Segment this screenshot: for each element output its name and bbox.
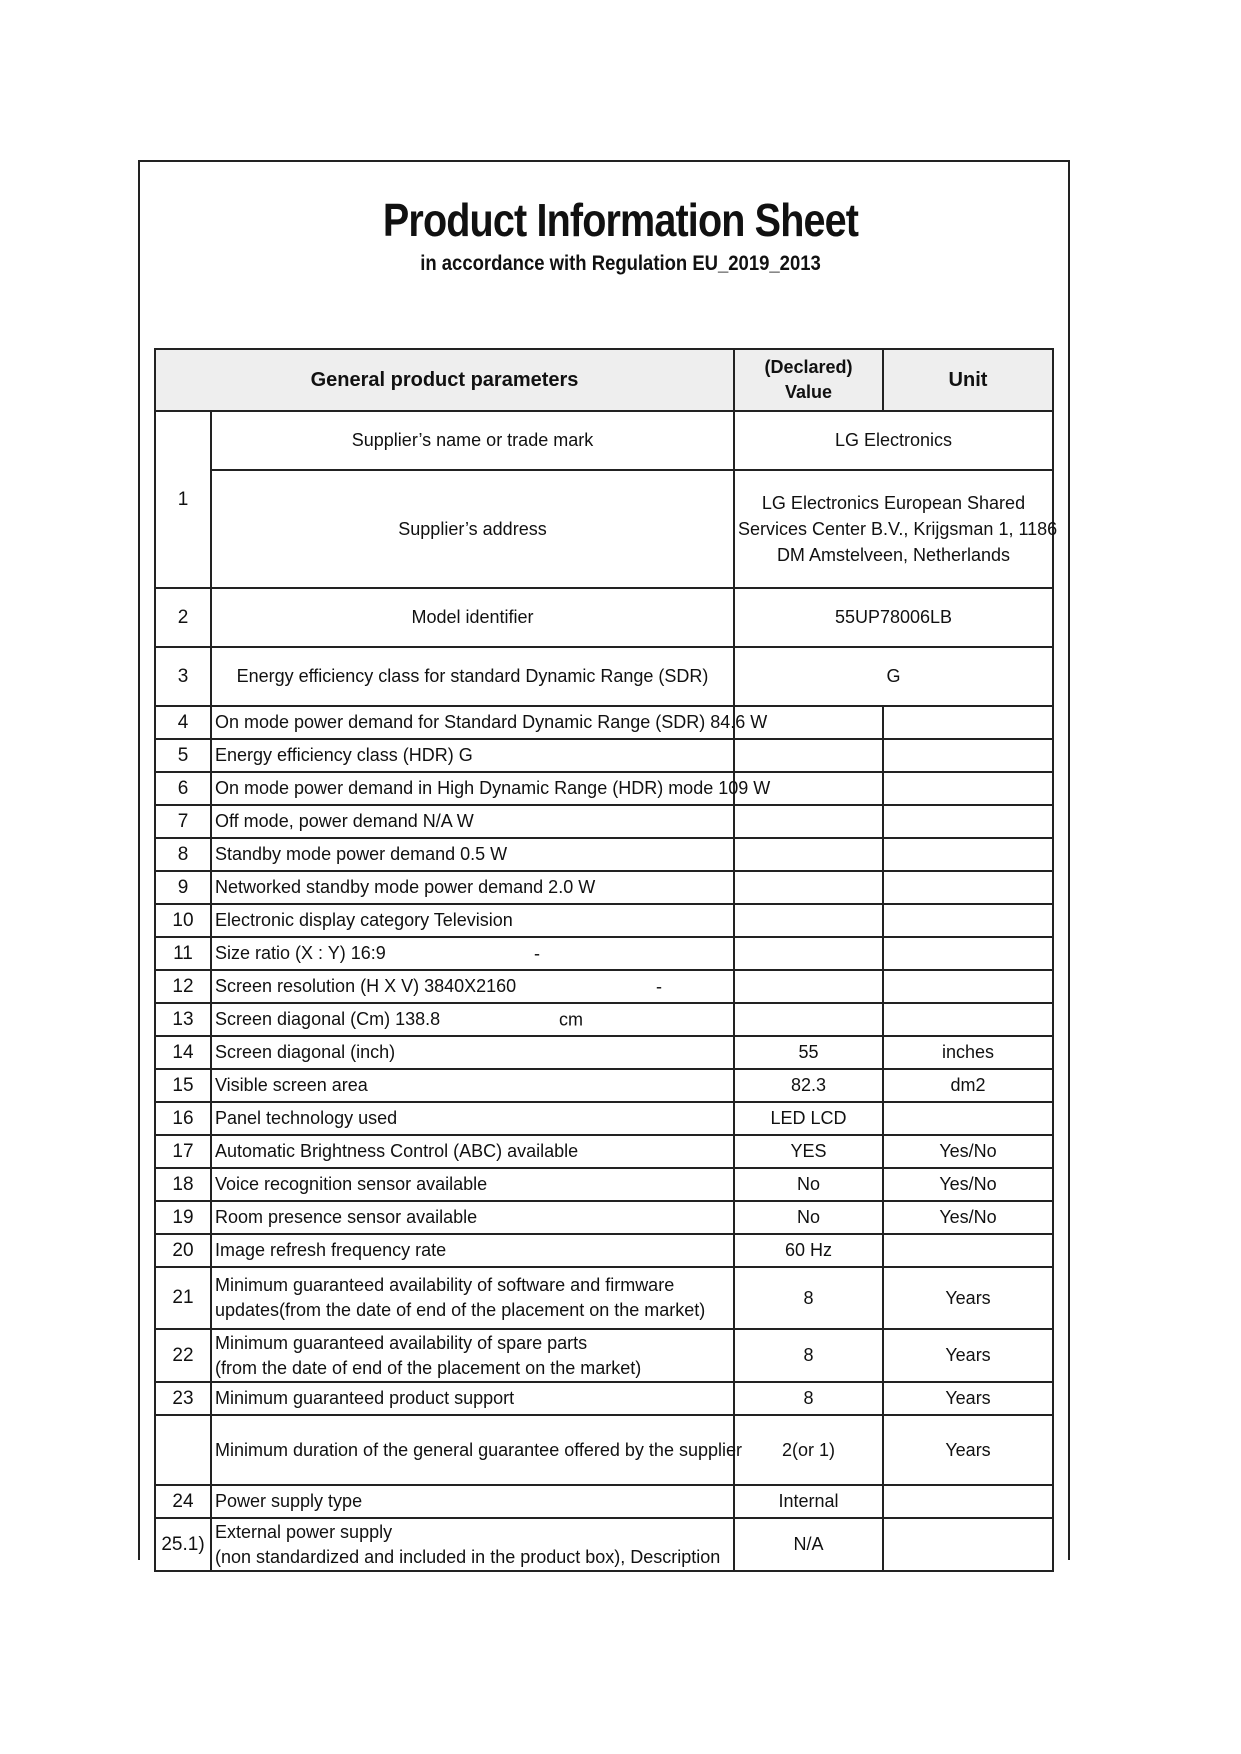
- parameter-label-line: Size ratio (X : Y) 16:9: [215, 943, 386, 963]
- row-number: 25.1): [155, 1518, 211, 1571]
- table-row: [155, 1415, 1053, 1485]
- header-unit: Unit: [883, 349, 1053, 411]
- row-number: 17: [155, 1135, 211, 1168]
- table-row: [155, 1234, 1053, 1267]
- row-number: 21: [155, 1267, 211, 1329]
- header-value-line2: Value: [784, 382, 833, 402]
- parameter-label-line: Minimum guaranteed availability of spare parts: [215, 1332, 588, 1353]
- table-row: [155, 838, 1053, 871]
- parameter-value: [734, 871, 883, 904]
- table-row: [155, 805, 1053, 838]
- parameter-label: [211, 1102, 734, 1135]
- parameter-label: [211, 1201, 734, 1234]
- table-row: [155, 970, 1053, 1003]
- parameter-value: Internal: [734, 1485, 883, 1518]
- parameter-unit: Years: [883, 1415, 1053, 1485]
- parameter-unit: [883, 772, 1053, 805]
- row-number: 18: [155, 1168, 211, 1201]
- parameter-value: [734, 838, 883, 871]
- parameter-label: [211, 805, 734, 838]
- page-title: Product Information Sheet: [382, 194, 859, 246]
- row-number: 6: [155, 772, 211, 805]
- row-number: 12: [155, 970, 211, 1003]
- product-parameters-table: [154, 348, 1058, 1572]
- parameter-label-line: Minimum duration of the general guarantee offered by the supplier: [215, 1439, 742, 1460]
- parameter-value: 8: [734, 1329, 883, 1382]
- table-row: [155, 706, 1053, 739]
- row-number: 8: [155, 838, 211, 871]
- parameter-label-line: (non standardized and included in the product box), Description: [215, 1546, 721, 1567]
- parameter-unit: [883, 937, 1053, 970]
- model-identifier-value: 55UP78006LB: [734, 588, 1053, 647]
- parameter-unit: Yes/No: [883, 1135, 1053, 1168]
- row-number: 22: [155, 1329, 211, 1382]
- parameter-label-line: (from the date of end of the placement on the market): [215, 1357, 642, 1378]
- parameter-label: [211, 1234, 734, 1267]
- parameter-unit: [883, 1102, 1053, 1135]
- table-row: [155, 1069, 1053, 1102]
- table-row: [155, 1485, 1053, 1518]
- parameter-label: [211, 772, 771, 805]
- parameter-label-line: On mode power demand in High Dynamic Range (HDR) mode 109 W: [215, 778, 771, 798]
- parameter-label-line: Visible screen area: [215, 1075, 368, 1095]
- parameter-unit: [883, 1003, 1053, 1036]
- parameter-value: [734, 739, 883, 772]
- row-number: 9: [155, 871, 211, 904]
- model-identifier-label: Model identifier: [211, 588, 734, 647]
- parameter-unit: [883, 706, 1053, 739]
- row-number: 14: [155, 1036, 211, 1069]
- parameter-label-line: External power supply: [215, 1521, 393, 1542]
- table-row: [155, 1135, 1053, 1168]
- row-number: 10: [155, 904, 211, 937]
- parameter-label-line: Screen resolution (H X V) 3840X2160: [215, 976, 517, 996]
- parameter-unit: [883, 970, 1053, 1003]
- header-param: General product parameters: [155, 349, 734, 411]
- address-line: LG Electronics European Shared: [761, 493, 1026, 513]
- parameter-label-line: On mode power demand for Standard Dynamic Range (SDR) 84.6 W: [215, 712, 768, 732]
- parameter-value: [734, 805, 883, 838]
- row-number: 4: [155, 706, 211, 739]
- parameter-label: [211, 904, 734, 937]
- parameter-label-line: updates(from the date of end of the placement on the market): [215, 1300, 706, 1320]
- parameter-value: 8: [734, 1267, 883, 1329]
- parameter-label: [211, 1003, 734, 1036]
- parameter-label-line: Minimum guaranteed product support: [215, 1388, 515, 1408]
- table-row: [155, 1168, 1053, 1201]
- parameter-value: No: [734, 1168, 883, 1201]
- table-row: [155, 1382, 1053, 1415]
- table-row: [155, 871, 1053, 904]
- table-row: [155, 772, 1053, 805]
- row-number: 23: [155, 1382, 211, 1415]
- energy-class-sdr-label: Energy efficiency class for standard Dynamic Range (SDR): [211, 647, 734, 706]
- parameter-unit: [883, 838, 1053, 871]
- parameter-label-line: Minimum guaranteed availability of software and firmware: [215, 1275, 675, 1295]
- address-line: Services Center B.V., Krijgsman 1, 1186: [738, 519, 1058, 539]
- parameter-unit: Yes/No: [883, 1201, 1053, 1234]
- parameter-label-line: Voice recognition sensor available: [215, 1174, 488, 1194]
- row-number: 3: [155, 647, 211, 706]
- parameter-label: [211, 937, 734, 970]
- parameter-unit-note: cm: [559, 1009, 583, 1029]
- row-number: 19: [155, 1201, 211, 1234]
- parameter-label-line: Off mode, power demand N/A W: [215, 811, 474, 831]
- parameter-label: [211, 871, 734, 904]
- parameter-label-line: Energy efficiency class (HDR) G: [215, 745, 473, 765]
- address-line: DM Amstelveen, Netherlands: [776, 545, 1011, 565]
- row-number: [155, 1415, 211, 1485]
- parameter-value: 82.3: [734, 1069, 883, 1102]
- parameter-value: N/A: [734, 1518, 883, 1571]
- parameter-unit: [883, 904, 1053, 937]
- parameter-unit: dm2: [883, 1069, 1053, 1102]
- parameter-value: YES: [734, 1135, 883, 1168]
- parameter-unit: Years: [883, 1382, 1053, 1415]
- table-row: [155, 411, 1053, 470]
- parameter-unit: Years: [883, 1267, 1053, 1329]
- parameter-label-line: Standby mode power demand 0.5 W: [215, 844, 508, 864]
- parameter-unit: Years: [883, 1329, 1053, 1382]
- parameter-unit: [883, 1485, 1053, 1518]
- parameter-label-line: Image refresh frequency rate: [215, 1240, 447, 1260]
- parameter-value: [734, 970, 883, 1003]
- parameter-label: [211, 1415, 742, 1485]
- page-subtitle: in accordance with Regulation EU_2019_2013: [420, 252, 821, 275]
- parameter-unit: [883, 739, 1053, 772]
- parameter-unit: [883, 871, 1053, 904]
- table-row: [155, 904, 1053, 937]
- table-row: [155, 1267, 1053, 1329]
- table-row: [155, 937, 1053, 970]
- parameter-label: [211, 1267, 734, 1329]
- parameter-unit: inches: [883, 1036, 1053, 1069]
- table-row: [155, 1201, 1053, 1234]
- table-row: [155, 1036, 1053, 1069]
- parameter-value: 2(or 1): [734, 1415, 883, 1485]
- parameter-label: [211, 1168, 734, 1201]
- parameter-value: 8: [734, 1382, 883, 1415]
- parameter-label: [211, 1036, 734, 1069]
- supplier-address-label: Supplier’s address: [211, 470, 734, 588]
- parameter-unit: Yes/No: [883, 1168, 1053, 1201]
- parameter-value: [734, 937, 883, 970]
- parameter-label: [211, 739, 734, 772]
- parameter-unit: [883, 805, 1053, 838]
- parameter-unit: [883, 1234, 1053, 1267]
- parameter-value: No: [734, 1201, 883, 1234]
- parameter-unit-note: -: [534, 943, 540, 963]
- parameter-label-line: Room presence sensor available: [215, 1207, 478, 1227]
- table-row: [155, 1518, 1053, 1571]
- supplier-name-label: Supplier’s name or trade mark: [211, 411, 734, 470]
- row-number: 16: [155, 1102, 211, 1135]
- parameter-label: [211, 1485, 734, 1518]
- parameter-value: [734, 1003, 883, 1036]
- row-number: 5: [155, 739, 211, 772]
- table-row: [155, 1102, 1053, 1135]
- parameter-unit-note: -: [656, 976, 662, 996]
- parameter-label-line: Automatic Brightness Control (ABC) available: [215, 1141, 579, 1161]
- parameter-label-line: Panel technology used: [215, 1108, 398, 1128]
- row-number: 1: [155, 411, 211, 588]
- supplier-address-value: [734, 470, 1058, 588]
- row-number: 24: [155, 1485, 211, 1518]
- parameter-label: [211, 1518, 734, 1571]
- parameter-label: [211, 838, 734, 871]
- row-number: 11: [155, 937, 211, 970]
- table-row: [155, 1003, 1053, 1036]
- parameter-label: [211, 1382, 734, 1415]
- parameter-value: 60 Hz: [734, 1234, 883, 1267]
- header-value-line1: (Declared): [764, 357, 853, 377]
- row-number: 7: [155, 805, 211, 838]
- parameter-value: [734, 706, 883, 739]
- parameter-value: 55: [734, 1036, 883, 1069]
- row-number: 13: [155, 1003, 211, 1036]
- table-row: [155, 647, 1053, 706]
- parameter-label: [211, 1135, 734, 1168]
- table-row: [155, 470, 1053, 588]
- parameter-label-line: Networked standby mode power demand 2.0 W: [215, 877, 596, 897]
- parameter-label: [211, 1329, 734, 1382]
- energy-class-sdr-value: G: [734, 647, 1053, 706]
- parameter-unit: [883, 1518, 1053, 1571]
- parameter-value: [734, 772, 883, 805]
- parameter-label-line: Screen diagonal (Cm) 138.8: [215, 1009, 441, 1029]
- parameter-value: [734, 904, 883, 937]
- header-value: [734, 349, 883, 411]
- table-header-row: [155, 349, 1053, 411]
- parameter-value: LED LCD: [734, 1102, 883, 1135]
- parameter-label-line: Electronic display category Television: [215, 910, 513, 930]
- row-number: 2: [155, 588, 211, 647]
- supplier-name-value: LG Electronics: [734, 411, 1053, 470]
- table-row: [155, 739, 1053, 772]
- parameter-label: [211, 970, 734, 1003]
- table-row: [155, 1329, 1053, 1382]
- parameter-label: [211, 1069, 734, 1102]
- parameter-label: [211, 706, 768, 739]
- table-row: [155, 588, 1053, 647]
- row-number: 20: [155, 1234, 211, 1267]
- parameter-label-line: Power supply type: [215, 1491, 363, 1511]
- row-number: 15: [155, 1069, 211, 1102]
- parameter-label-line: Screen diagonal (inch): [215, 1042, 396, 1062]
